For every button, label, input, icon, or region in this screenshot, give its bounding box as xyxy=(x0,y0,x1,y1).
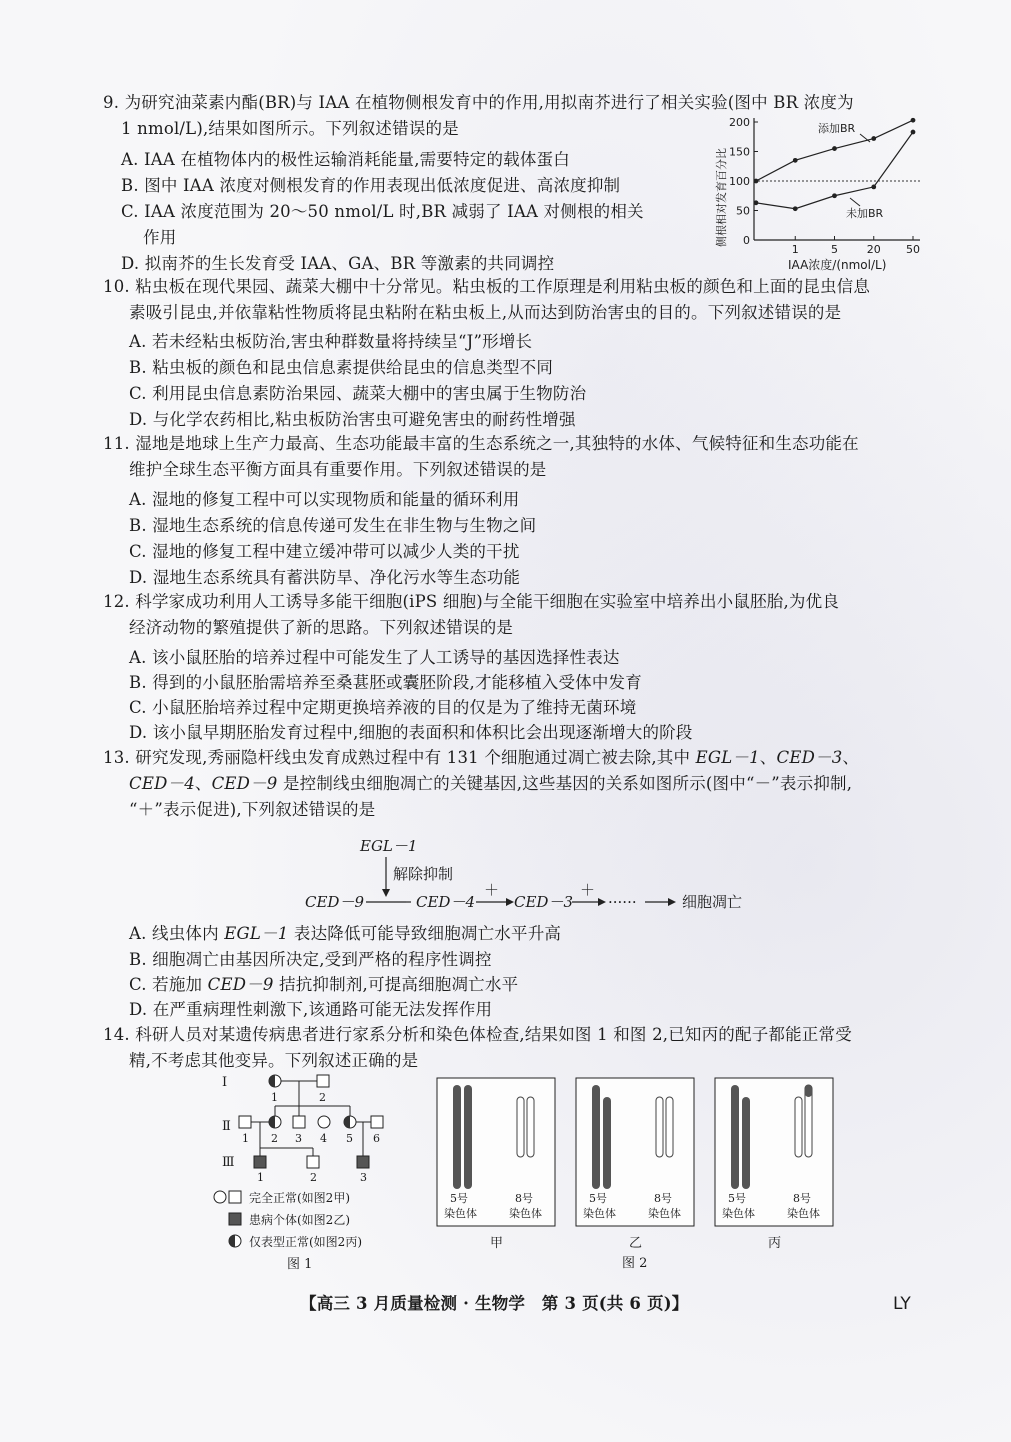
generation-label-1: Ⅰ xyxy=(222,1075,228,1090)
chart-point-0-4 xyxy=(911,118,916,123)
label-i-1: 1 xyxy=(271,1091,278,1104)
q14-stem-line1: 14. 科研人员对某遗传病患者进行家系分析和染色体检查,结果如图 1 和图 2,已知丙的配子都能正常受 xyxy=(103,1025,852,1044)
pathway-arrowhead xyxy=(598,898,606,906)
page-footer: 【高三 3 月质量检测 · 生物学 第 3 页(共 6 页)】 xyxy=(300,1294,689,1313)
chart-y-tick-label: 0 xyxy=(743,234,750,247)
chart-y-tick-label: 50 xyxy=(736,204,750,218)
panel-jia-caption: 甲 xyxy=(490,1236,504,1251)
legend-carrier-half-fill xyxy=(229,1235,235,1247)
pathway-ced3: CED－3 xyxy=(514,893,573,911)
chart-point-1-2 xyxy=(832,193,837,198)
chart-point-1-4 xyxy=(911,130,916,135)
i-2-normal-male xyxy=(317,1075,329,1087)
label-iii-3: 3 xyxy=(360,1171,367,1184)
chart-x-tick-label: 1 xyxy=(791,243,799,256)
yi-chr5-label-suffix: 染色体 xyxy=(583,1207,616,1220)
chart-point-1-3 xyxy=(871,185,876,190)
gene-ced9: CED－9 xyxy=(211,774,278,793)
gene-ced4: CED－4 xyxy=(129,774,195,793)
label-i-2: 2 xyxy=(319,1091,326,1104)
ii-3-normal-male xyxy=(293,1116,305,1128)
q10-option-b: B. 粘虫板的颜色和昆虫信息素提供给昆虫的信息类型不同 xyxy=(129,358,554,377)
gene-egl1: EGL－1 xyxy=(224,924,289,943)
i-1-half-fill xyxy=(269,1075,275,1087)
jia-chr8-a xyxy=(517,1097,524,1157)
q14-stem-line2: 精,不考虑其他变异。下列叙述正确的是 xyxy=(129,1051,419,1070)
legend-carrier-text: 仅表型正常(如图2丙) xyxy=(249,1235,362,1249)
panel-yi-caption: 乙 xyxy=(629,1236,643,1251)
iaa-br-line-chart xyxy=(710,112,930,274)
q13-stem-line1 xyxy=(103,747,859,769)
yi-chr8-a xyxy=(656,1097,663,1157)
q13-option-b: B. 细胞凋亡由基因所决定,受到严格的程序性调控 xyxy=(129,950,492,969)
generation-label-2: Ⅱ xyxy=(222,1119,231,1134)
q9-option-d: D. 拟南芥的生长发育受 IAA、GA、BR 等激素的共同调控 xyxy=(121,254,555,273)
chart-point-0-0 xyxy=(754,179,759,184)
bing-chr5-label: 5号 xyxy=(728,1192,746,1205)
q9-stem-line2: 1 nmol/L),结果如图所示。下列叙述错误的是 xyxy=(121,119,459,138)
jia-chr8-label-suffix: 染色体 xyxy=(509,1207,542,1220)
q9-option-c-line1: C. IAA 浓度范围为 20～50 nmol/L 时,BR 减弱了 IAA 对侧根的相关 xyxy=(121,202,644,221)
q9-option-a: A. IAA 在植物体内的极性运输消耗能量,需要特定的载体蛋白 xyxy=(121,150,570,169)
q10-option-c: C. 利用昆虫信息素防治果园、蔬菜大棚中的害虫属于生物防治 xyxy=(129,384,587,403)
chart-point-0-1 xyxy=(793,158,798,163)
chart-point-1-0 xyxy=(754,200,759,205)
label-ii-6: 6 xyxy=(373,1132,380,1145)
chart-x-tick-label: 5 xyxy=(831,243,838,256)
panel-bing-caption: 丙 xyxy=(768,1236,782,1251)
legend-normal-male-icon xyxy=(229,1191,241,1203)
q10-option-d: D. 与化学农药相比,粘虫板防治害虫可避免害虫的耐药性增强 xyxy=(129,410,576,429)
figure-2-caption: 图 2 xyxy=(622,1256,648,1271)
q13-stem-line2 xyxy=(129,773,852,795)
pathway-plus-1: ＋ xyxy=(484,881,500,899)
bing-chr5-a xyxy=(731,1085,739,1189)
chromosome-figure-2 xyxy=(432,1075,842,1275)
ii-6-normal-male xyxy=(371,1116,383,1128)
chart-series-label-pointer-1 xyxy=(850,198,860,206)
jia-chr8-b xyxy=(527,1097,534,1157)
gene-egl1: EGL－1 xyxy=(695,748,760,767)
legend-affected-text: 患病个体(如图2乙) xyxy=(249,1213,350,1227)
ii-5-half-fill xyxy=(344,1116,350,1128)
bing-chr8-translocated-segment xyxy=(805,1085,812,1097)
q11-option-d: D. 湿地生态系统具有蓄洪防旱、净化污水等生态功能 xyxy=(129,568,521,587)
label-ii-2: 2 xyxy=(271,1132,278,1145)
q10-option-a: A. 若未经粘虫板防治,害虫种群数量将持续呈“J”形增长 xyxy=(129,332,533,351)
ii-2-half-fill xyxy=(269,1116,275,1128)
gene-ced9: CED－9 xyxy=(207,975,274,994)
yi-chr8-b xyxy=(666,1097,673,1157)
q11-option-c: C. 湿地的修复工程中建立缓冲带可以减少人类的干扰 xyxy=(129,542,520,561)
jia-chr5-a xyxy=(453,1085,461,1189)
pathway-dots: ······ xyxy=(608,893,637,911)
pathway-ced4: CED－4 xyxy=(416,893,475,911)
bing-chr5-b-deleted xyxy=(742,1097,750,1189)
separator: 、 xyxy=(759,748,777,767)
jia-chr8-label: 8号 xyxy=(515,1192,533,1205)
label-iii-2: 2 xyxy=(310,1171,317,1184)
q12-stem-line1: 12. 科学家成功利用人工诱导多能干细胞(iPS 细胞)与全能干细胞在实验室中培养出小鼠胚胎,为优良 xyxy=(103,592,840,611)
chart-y-tick-label: 150 xyxy=(729,145,750,159)
yi-chr5-label: 5号 xyxy=(589,1192,607,1205)
label-ii-3: 3 xyxy=(295,1132,302,1145)
q13-option-d: D. 在严重病理性刺激下,该通路可能无法发挥作用 xyxy=(129,1000,493,1019)
q13-option-c-post: 拮抗抑制剂,可提高细胞凋亡水平 xyxy=(273,975,519,994)
q11-stem-line2: 维护全球生态平衡方面具有重要作用。下列叙述错误的是 xyxy=(129,460,547,479)
q13-stem-text: 13. 研究发现,秀丽隐杆线虫发育成熟过程中有 131 个细胞通过凋亡被去除,其中 xyxy=(103,748,696,767)
chart-x-tick-label: 20 xyxy=(866,243,881,256)
q9-option-c-line2: 作用 xyxy=(143,228,177,247)
q10-stem-line1: 10. 粘虫板在现代果园、蔬菜大棚中十分常见。粘虫板的工作原理是利用粘虫板的颜色和上面的昆虫信息 xyxy=(103,277,871,296)
legend-normal-female-icon xyxy=(214,1191,226,1203)
apoptosis-pathway-diagram xyxy=(300,835,760,915)
iii-1-affected-male xyxy=(254,1156,266,1168)
iii-2-normal-male xyxy=(307,1156,319,1168)
bing-chr8-label: 8号 xyxy=(793,1192,811,1205)
jia-chr5-b xyxy=(464,1085,472,1189)
q11-option-b: B. 湿地生态系统的信息传递可发生在非生物与生物之间 xyxy=(129,516,537,535)
q12-option-c: C. 小鼠胚胎培养过程中定期更换培养液的目的仅是为了维持无菌环境 xyxy=(129,698,637,717)
bing-chr5-label-suffix: 染色体 xyxy=(722,1207,755,1220)
yi-chr8-label: 8号 xyxy=(654,1192,672,1205)
footer-code: LY xyxy=(893,1294,911,1314)
q11-stem-line1: 11. 湿地是地球上生产力最高、生态功能最丰富的生态系统之一,其独特的水体、气候特征和生态功能在 xyxy=(103,434,859,453)
chart-x-tick-label: 50 xyxy=(906,243,920,256)
separator: 、 xyxy=(842,748,860,767)
gene-ced3: CED－3 xyxy=(776,748,843,767)
bing-chr8-a xyxy=(795,1097,802,1157)
chart-point-0-3 xyxy=(871,136,876,141)
yi-chr5-a xyxy=(592,1085,600,1189)
pedigree-figure-1 xyxy=(205,1068,405,1273)
bing-chr8-label-suffix: 染色体 xyxy=(787,1207,820,1220)
legend-normal-text: 完全正常(如图2甲) xyxy=(249,1191,350,1205)
q13-option-c xyxy=(129,974,518,996)
pathway-arrowhead xyxy=(382,889,390,897)
q13-option-c-pre: C. 若施加 xyxy=(129,975,208,994)
chart-x-axis-label: IAA浓度/(nmol/L) xyxy=(788,258,887,272)
chart-point-1-1 xyxy=(793,206,798,211)
yi-chr5-b-deleted xyxy=(603,1097,611,1189)
q12-option-b: B. 得到的小鼠胚胎需培养至桑葚胚或囊胚阶段,才能移植入受体中发育 xyxy=(129,673,642,692)
chart-y-tick-label: 100 xyxy=(729,175,750,188)
jia-chr5-label: 5号 xyxy=(450,1192,468,1205)
pathway-apoptosis: 细胞凋亡 xyxy=(682,893,743,911)
chart-series-label-0: 添加BR xyxy=(818,122,856,135)
q9-stem-line1: 9. 为研究油菜素内酯(BR)与 IAA 在植物侧根发育中的作用,用拟南芥进行了相关实验(图中 BR 浓度为 xyxy=(103,93,854,112)
q13-stem-text: 是控制线虫细胞凋亡的关键基因,这些基因的关系如图所示(图中“－”表示抑制, xyxy=(277,774,853,793)
q12-option-a: A. 该小鼠胚胎的培养过程中可能发生了人工诱导的基因选择性表达 xyxy=(129,648,620,667)
ii-4-normal-female xyxy=(318,1116,330,1128)
legend-affected-icon xyxy=(229,1213,241,1225)
q10-stem-line2: 素吸引昆虫,并依靠粘性物质将昆虫粘附在粘虫板上,从而达到防治害虫的目的。下列叙述错误的是 xyxy=(129,303,842,322)
label-iii-1: 1 xyxy=(257,1171,264,1184)
chart-point-0-2 xyxy=(832,146,837,151)
figure-1-caption: 图 1 xyxy=(287,1257,313,1272)
label-ii-4: 4 xyxy=(320,1132,327,1145)
label-ii-5: 5 xyxy=(346,1132,353,1145)
q13-option-a-post: 表达降低可能导致细胞凋亡水平升高 xyxy=(288,924,562,943)
yi-chr8-label-suffix: 染色体 xyxy=(648,1207,681,1220)
chart-y-tick-label: 200 xyxy=(729,116,750,129)
pathway-ced9: CED－9 xyxy=(305,893,364,911)
pathway-plus-2: ＋ xyxy=(580,881,596,899)
pathway-remove-inhibition-label: 解除抑制 xyxy=(393,865,454,883)
q13-option-a-pre: A. 线虫体内 xyxy=(129,924,225,943)
pathway-arrowhead xyxy=(668,898,676,906)
iii-3-affected-male xyxy=(357,1156,369,1168)
label-ii-1: 1 xyxy=(242,1132,249,1145)
separator: 、 xyxy=(194,774,212,793)
pathway-arrowhead xyxy=(506,898,514,906)
chart-y-axis-label: 侧根相对发育百分比 xyxy=(715,148,728,247)
q11-option-a: A. 湿地的修复工程中可以实现物质和能量的循环利用 xyxy=(129,490,520,509)
jia-chr5-label-suffix: 染色体 xyxy=(444,1207,477,1220)
generation-label-3: Ⅲ xyxy=(222,1155,235,1170)
q9-option-b: B. 图中 IAA 浓度对侧根发育的作用表现出低浓度促进、高浓度抑制 xyxy=(121,176,621,195)
q12-option-d: D. 该小鼠早期胚胎发育过程中,细胞的表面积和体积比会出现逐渐增大的阶段 xyxy=(129,723,693,742)
pathway-egl1: EGL－1 xyxy=(360,837,418,855)
q13-stem-line3: “＋”表示促进),下列叙述错误的是 xyxy=(129,800,376,819)
q13-option-a xyxy=(129,923,561,945)
q12-stem-line2: 经济动物的繁殖提供了新的思路。下列叙述错误的是 xyxy=(129,618,514,637)
chart-series-label-1: 未加BR xyxy=(846,207,884,220)
ii-1-normal-male xyxy=(239,1116,251,1128)
